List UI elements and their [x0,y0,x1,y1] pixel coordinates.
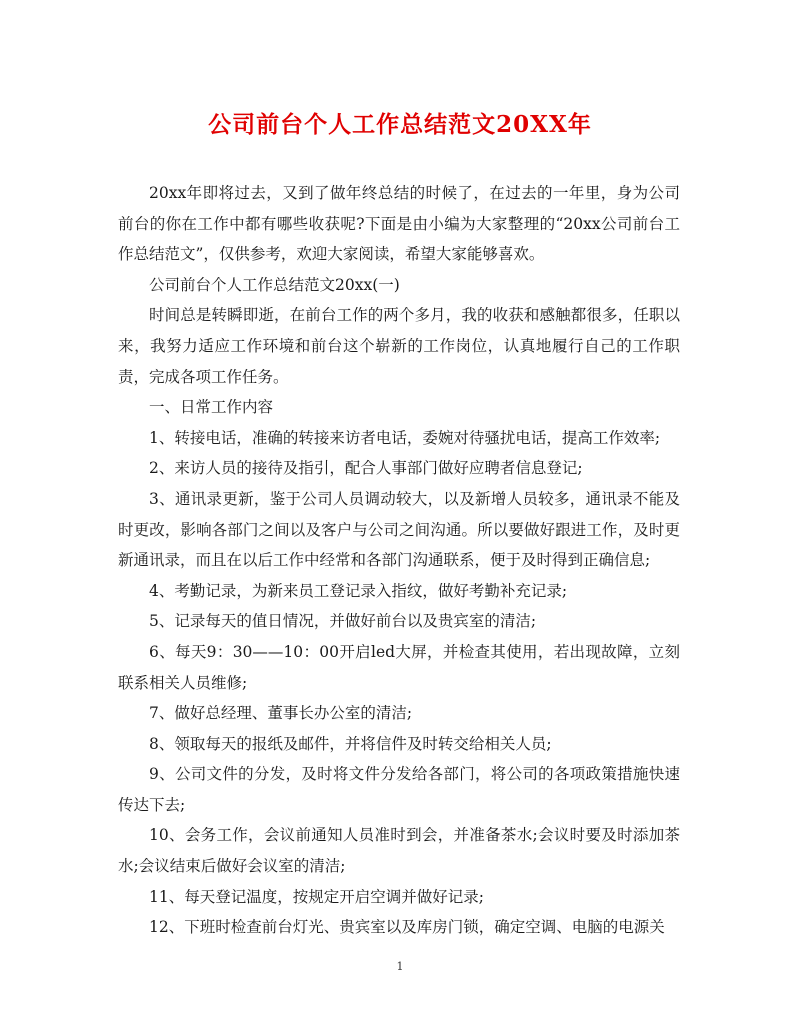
list-item: 3、通讯录更新，鉴于公司人员调动较大，以及新增人员较多，通讯录不能及时更改，影响各部门之间以及客户与公司之间沟通。所以要做好跟进工作，及时更新通讯录，而且在以后工作中经常和各部门沟通联系，便于及时得到正确信息; [118,489,680,570]
list-item: 12、下班时检查前台灯光、贵宾室以及库房门锁，确定空调、电脑的电源关 [149,918,665,937]
list-item: 9、公司文件的分发，及时将文件分发给各部门，将公司的各项政策措施快速传达下去; [118,765,680,814]
page-number: 1 [396,960,404,973]
list-item: 5、记录每天的值日情况，并做好前台以及贵宾室的清洁; [149,612,537,631]
list-item: 11、每天登记温度，按规定开启空调并做好记录; [149,887,484,906]
list-item: 7、做好总经理、董事长办公室的清洁; [149,704,413,723]
list-item: 4、考勤记录，为新来员工登记录入指纹，做好考勤补充记录; [149,581,568,600]
list-item: 6、每天9：30——10：00开启led大屏，并检查其使用，若出现故障，立刻联系相关人员维修; [118,642,680,692]
section-heading: 公司前台个人工作总结范文20xx(一) [149,275,400,294]
list-item: 2、来访人员的接待及指引，配合人事部门做好应聘者信息登记; [149,459,583,478]
body-paragraph: 时间总是转瞬即逝，在前台工作的两个多月，我的收获和感触都很多，任职以来，我努力适应工作环境和前台这个崭新的工作岗位，认真地履行自己的工作职责，完成各项工作任务。 [118,306,680,386]
list-item: 1、转接电话，准确的转接来访者电话，委婉对待骚扰电话，提高工作效率; [149,428,661,447]
intro-paragraph: 20xx年即将过去，又到了做年终总结的时候了，在过去的一年里，身为公司前台的你在工作中都有哪些收获呢?下面是由小编为大家整理的“20xx公司前台工作总结范文”，仅供参考，欢迎大家阅读，希望大家能够喜欢。 [118,184,680,264]
page-title: 公司前台个人工作总结范文20XX年 [208,111,592,138]
list-item: 8、领取每天的报纸及邮件，并将信件及时转交给相关人员; [149,734,552,753]
subsection-heading: 一、日常工作内容 [149,398,274,417]
document-body [118,178,680,943]
list-item: 10、会务工作，会议前通知人员准时到会，并准备茶水;会议时要及时添加茶水;会议结束后做好会议室的清洁; [118,826,680,876]
